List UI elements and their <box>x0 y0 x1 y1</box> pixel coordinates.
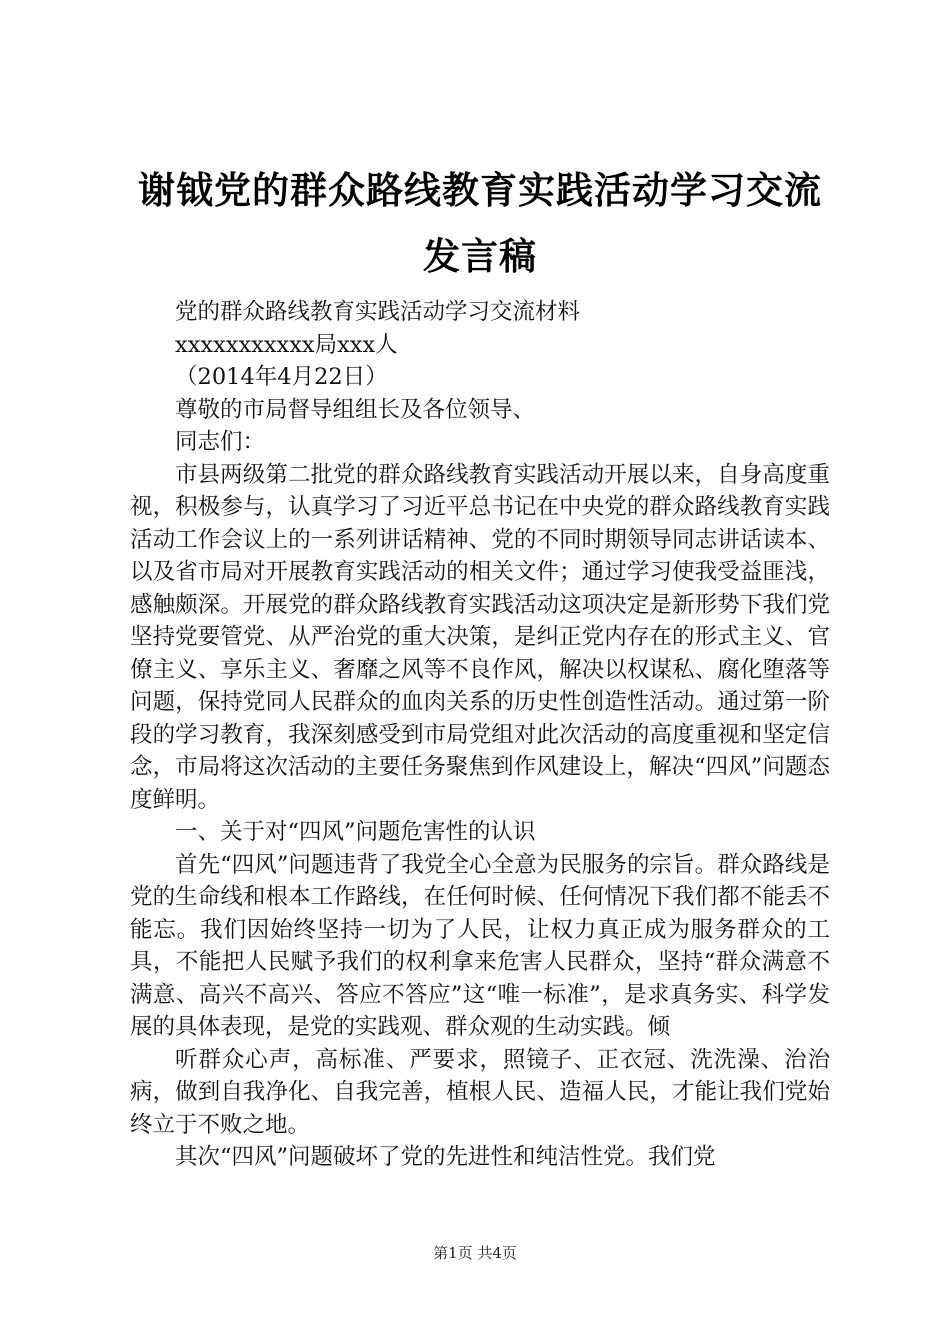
paragraph-intro: 市县两级第二批党的群众路线教育实践活动开展以来，自身高度重视，积极参与，认真学习了习近平总书记在中央党的群众路线教育实践活动工作会议上的一系列讲话精神、党的不同时期领导同志讲话读本、以及省市局对开展教育实践活动的相关文件；通过学习使我受益匪浅，感触颇深。开展党的群众路线教育实践活动这项决定是新形势下我们党坚持党要管党、从严治党的重大决策，是纠正党内存在的形式主义、官僚主义、享乐主义、奢靡之风等不良作风，解决以权谋私、腐化堕落等问题，保持党同人民群众的血肉关系的历史性创造性活动。通过第一阶段的学习教育，我深刻感受到市局党组对此次活动的高度重视和坚定信念，市局将这次活动的主要任务聚焦到作风建设上，解决“四风”问题态度鲜明。 <box>130 461 830 813</box>
section-heading-1: 一、关于对“四风”问题危害性的认识 <box>175 819 536 845</box>
paragraph-author: xxxxxxxxxxx局xxx人 <box>175 331 398 358</box>
paragraph-subtitle: 党的群众路线教育实践活动学习交流材料 <box>175 299 581 325</box>
paragraph-date: （2014年4月22日） <box>175 364 388 390</box>
paragraph-salutation-2: 同志们： <box>175 429 266 455</box>
paragraph-first-point-cont: 听群众心声，高标准、严要求，照镜子、正衣冠、洗洗澡、治治病，做到自我净化、自我完善，植根人民、造福人民，才能让我们党始终立于不败之地。 <box>130 1046 830 1138</box>
document-title: 谢钺党的群众路线教育实践活动学习交流发言稿 <box>138 169 822 278</box>
paragraph-salutation: 尊敬的市局督导组组长及各位领导、 <box>175 396 536 423</box>
paragraph-first-point: 首先“四风”问题违背了我党全心全意为民服务的宗旨。群众路线是党的生命线和根本工作路线，在任何时候、任何情况下我们都不能丢不能忘。我们因始终坚持一切为了人民，让权力真正成为服务群众的工具，不能把人民赋予我们的权利拿来危害人民群众，坚持“群众满意不满意、高兴不高兴、答应不答应”这“唯一标准”，是求真务实、科学发展的具体表现，是党的实践观、群众观的生动实践。倾 <box>130 851 830 1040</box>
paragraph-second-point: 其次“四风”问题破坏了党的先进性和纯洁性党。我们党 <box>175 1144 716 1170</box>
page-footer: 第1页 共4页 <box>433 1244 517 1262</box>
document-body <box>130 296 830 1174</box>
